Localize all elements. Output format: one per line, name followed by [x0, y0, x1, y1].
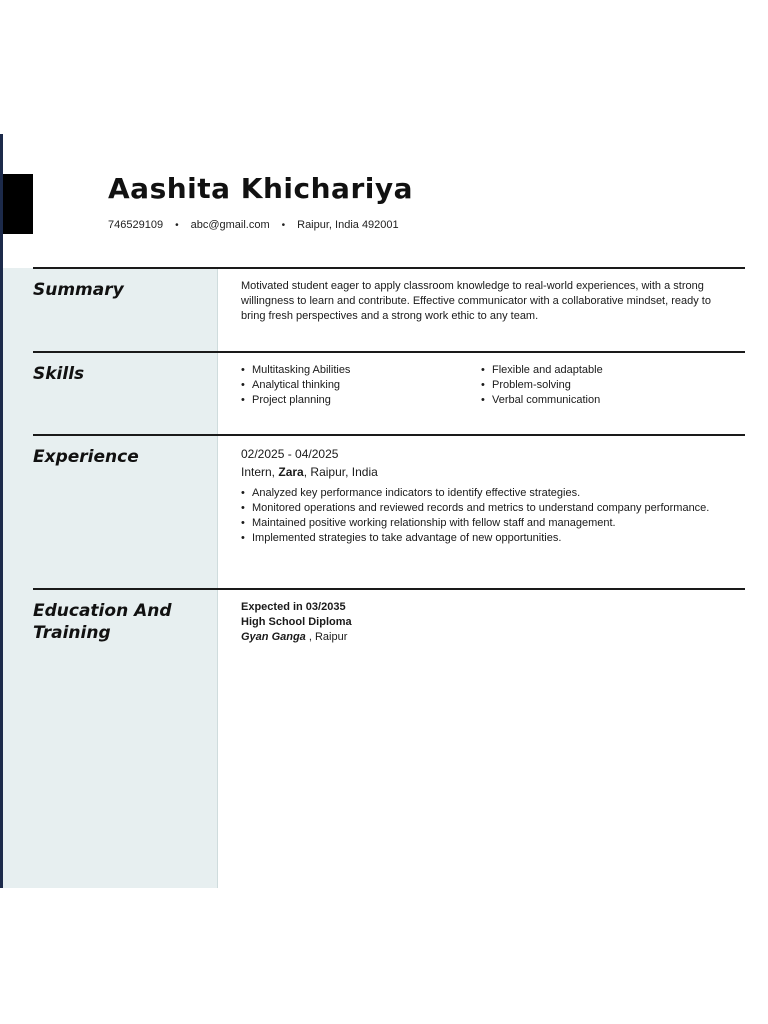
education-degree: High School Diploma	[241, 616, 352, 628]
experience-body	[241, 446, 721, 546]
candidate-name: Aashita Khichariya	[108, 172, 413, 205]
contact-separator: •	[175, 219, 179, 231]
summary-text: Motivated student eager to apply classroom knowledge to real-world experiences, with a strong willingness to learn and contribute. Effective communicator with a collaborative mindset, ready to bring fresh perspectives and a strong work ethic to any team.	[241, 280, 711, 322]
experience-section	[33, 434, 745, 590]
education-location: , Raipur	[305, 631, 348, 643]
phone-number: 746529109	[108, 219, 164, 231]
skill-item: • Project planning	[241, 393, 481, 408]
education-heading: Education And Training	[33, 601, 172, 643]
skill-item: • Verbal communication	[481, 393, 721, 408]
experience-role: Intern,	[241, 465, 276, 479]
experience-bullet: • Monitored operations and reviewed records and metrics to understand company performance.	[241, 501, 721, 516]
skills-list-left	[241, 363, 481, 408]
contact-line	[108, 219, 399, 231]
email-address: abc@gmail.com	[190, 219, 270, 231]
skill-item: • Multitasking Abilities	[241, 363, 481, 378]
education-school: Gyan Ganga	[241, 631, 306, 643]
experience-dates: 02/2025 - 04/2025	[241, 447, 339, 461]
experience-location: , Raipur, India	[303, 465, 378, 479]
skills-body	[241, 363, 721, 408]
address: Raipur, India 492001	[297, 219, 399, 231]
experience-role-line	[241, 464, 721, 481]
experience-bullet: • Analyzed key performance indicators to identify effective strategies.	[241, 486, 721, 501]
education-expected-date: Expected in 03/2035	[241, 601, 346, 613]
experience-company: Zara	[278, 465, 304, 479]
education-section	[33, 588, 745, 690]
skills-section	[33, 351, 745, 436]
experience-heading: Experience	[33, 447, 139, 467]
skill-item: • Flexible and adaptable	[481, 363, 721, 378]
skills-list-right	[481, 363, 721, 408]
skills-heading: Skills	[33, 364, 85, 384]
skill-item: • Problem-solving	[481, 378, 721, 393]
name-accent-block	[3, 174, 33, 234]
summary-body	[241, 279, 721, 324]
summary-heading: Summary	[33, 280, 124, 300]
experience-bullet: • Maintained positive working relationship with fellow staff and management.	[241, 516, 721, 531]
summary-section	[33, 267, 745, 353]
education-school-line	[241, 630, 721, 645]
skill-item: • Analytical thinking	[241, 378, 481, 393]
contact-separator: •	[281, 219, 286, 231]
education-body	[241, 600, 721, 645]
experience-bullet: • Implemented strategies to take advantage of new opportunities.	[241, 531, 721, 546]
experience-bullets	[241, 486, 721, 546]
